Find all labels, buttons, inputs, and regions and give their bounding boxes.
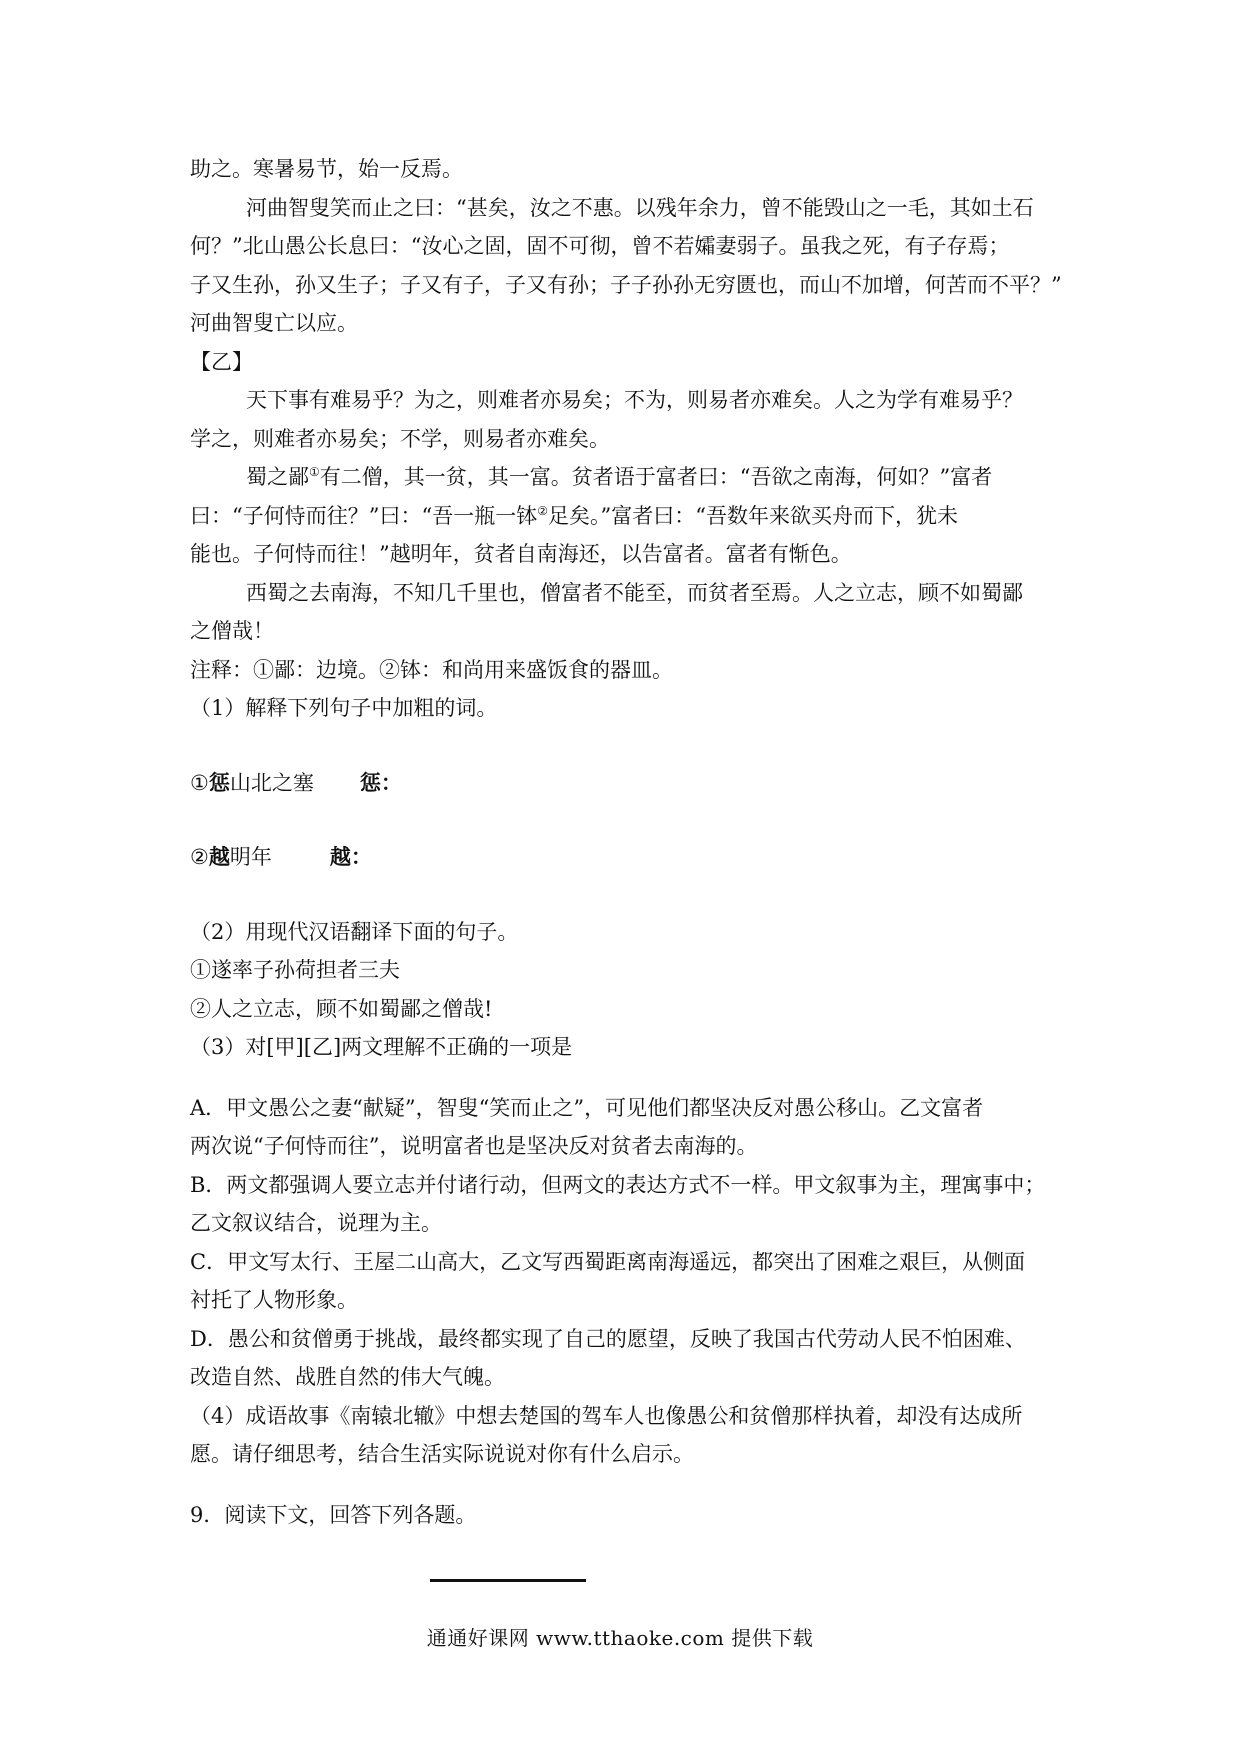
question-2-item: ②人之立志，顾不如蜀鄙之僧哉!: [190, 996, 493, 1021]
question-1-item-1: ① 惩 山北之塞 惩：: [190, 769, 402, 795]
question-3-prompt: （3）对[甲][乙]两文理解不正确的一项是: [190, 1035, 573, 1059]
text-line: 天下事有难易乎？为之，则难者亦易矣；不为，则易者亦难矣。人之为学有难易乎？: [246, 388, 1023, 412]
question-4-line: 愿。请仔细思考，结合生活实际说说对你有什么启示。: [190, 1442, 694, 1466]
text-line: 曰：“子何恃而往？”曰：“吾一瓶一钵②足矣。”富者曰：“吾数年来欲买舟而下，犹未: [190, 503, 958, 528]
text-line: 蜀之鄙①有二僧，其一贫，其一富。贫者语于富者曰：“吾欲之南海，何如？”富者: [246, 465, 993, 489]
question-1-item-2: ② 越 明年 越：: [190, 844, 372, 869]
option-a-line: 两次说“子何恃而往”，说明富者也是坚决反对贫者去南海的。: [190, 1134, 758, 1158]
option-d-line: D．愚公和贫僧勇于挑战，最终都实现了自己的愿望，反映了我国古代劳动人民不怕困难、: [190, 1326, 1026, 1351]
question-4-line: （4）成语故事《南辕北辙》中想去楚国的驾车人也像愚公和贫僧那样执着，却没有达成所: [190, 1403, 1023, 1428]
text-line: 河曲智叟亡以应。: [190, 311, 358, 335]
option-d-line: 改造自然、战胜自然的伟大气魄。: [190, 1365, 505, 1389]
text-line: 学之，则难者亦易矣；不学，则易者亦难矣。: [190, 426, 610, 451]
text-line: 何？”北山愚公长息曰：“汝心之固，固不可彻，曾不若孀妻弱子。虽我之死，有子存焉；: [190, 234, 1010, 258]
text-line: 子又生孙，孙又生子；子又有子，子又有孙；子子孙孙无穷匮也，而山不加增，何苦而不平？”: [190, 272, 1062, 297]
text-line: 西蜀之去南海，不知几千里也，僧富者不能至，而贫者至焉。人之立志，顾不如蜀鄙: [246, 580, 1023, 605]
notes: 注释：①鄙：边境。②钵：和尚用来盛饭食的器皿。: [190, 657, 673, 682]
section-heading-yi: 【乙】: [190, 349, 253, 374]
option-b-line: B．两文都强调人要立志并付诸行动，但两文的表达方式不一样。甲文叙事为主，理寓事中；: [190, 1172, 1046, 1197]
question-1-prompt: （1）解释下列句子中加粗的词。: [190, 696, 498, 720]
text-line: 助之。寒暑易节，始一反焉。: [190, 157, 463, 181]
footer-text: 通通好课网 www.tthaoke.com 提供下载: [426, 1626, 814, 1650]
option-c-line: C．甲文写太行、王屋二山高大，乙文写西蜀距离南海遥远，都突出了困难之艰巨，从侧面: [190, 1249, 1026, 1274]
footer-divider: [430, 1579, 586, 1582]
option-c-line: 衬托了人物形象。: [190, 1288, 358, 1312]
footnote-mark: ①: [309, 465, 320, 479]
option-a-line: A．甲文愚公之妻“献疑”，智叟“笑而止之”，可见他们都坚决反对愚公移山。乙文富者: [190, 1095, 984, 1120]
document-body: [190, 150, 1062, 1534]
text-line: 之僧哉！: [190, 619, 274, 643]
text-line: 能也。子何恃而往！”越明年，贫者自南海还，以告富者。富者有惭色。: [190, 542, 852, 566]
text-line: 河曲智叟笑而止之曰：“甚矣，汝之不惠。以残年余力，曾不能毁山之一毛，其如土石: [246, 195, 1034, 220]
option-b-line: 乙文叙议结合，说理为主。: [190, 1211, 442, 1235]
question-9: 9．阅读下文，回答下列各题。: [190, 1502, 477, 1527]
question-2-prompt: （2）用现代汉语翻译下面的句子。: [190, 919, 519, 944]
question-2-item: ①遂率子孙荷担者三夫: [190, 958, 400, 982]
footnote-mark: ②: [537, 503, 548, 518]
